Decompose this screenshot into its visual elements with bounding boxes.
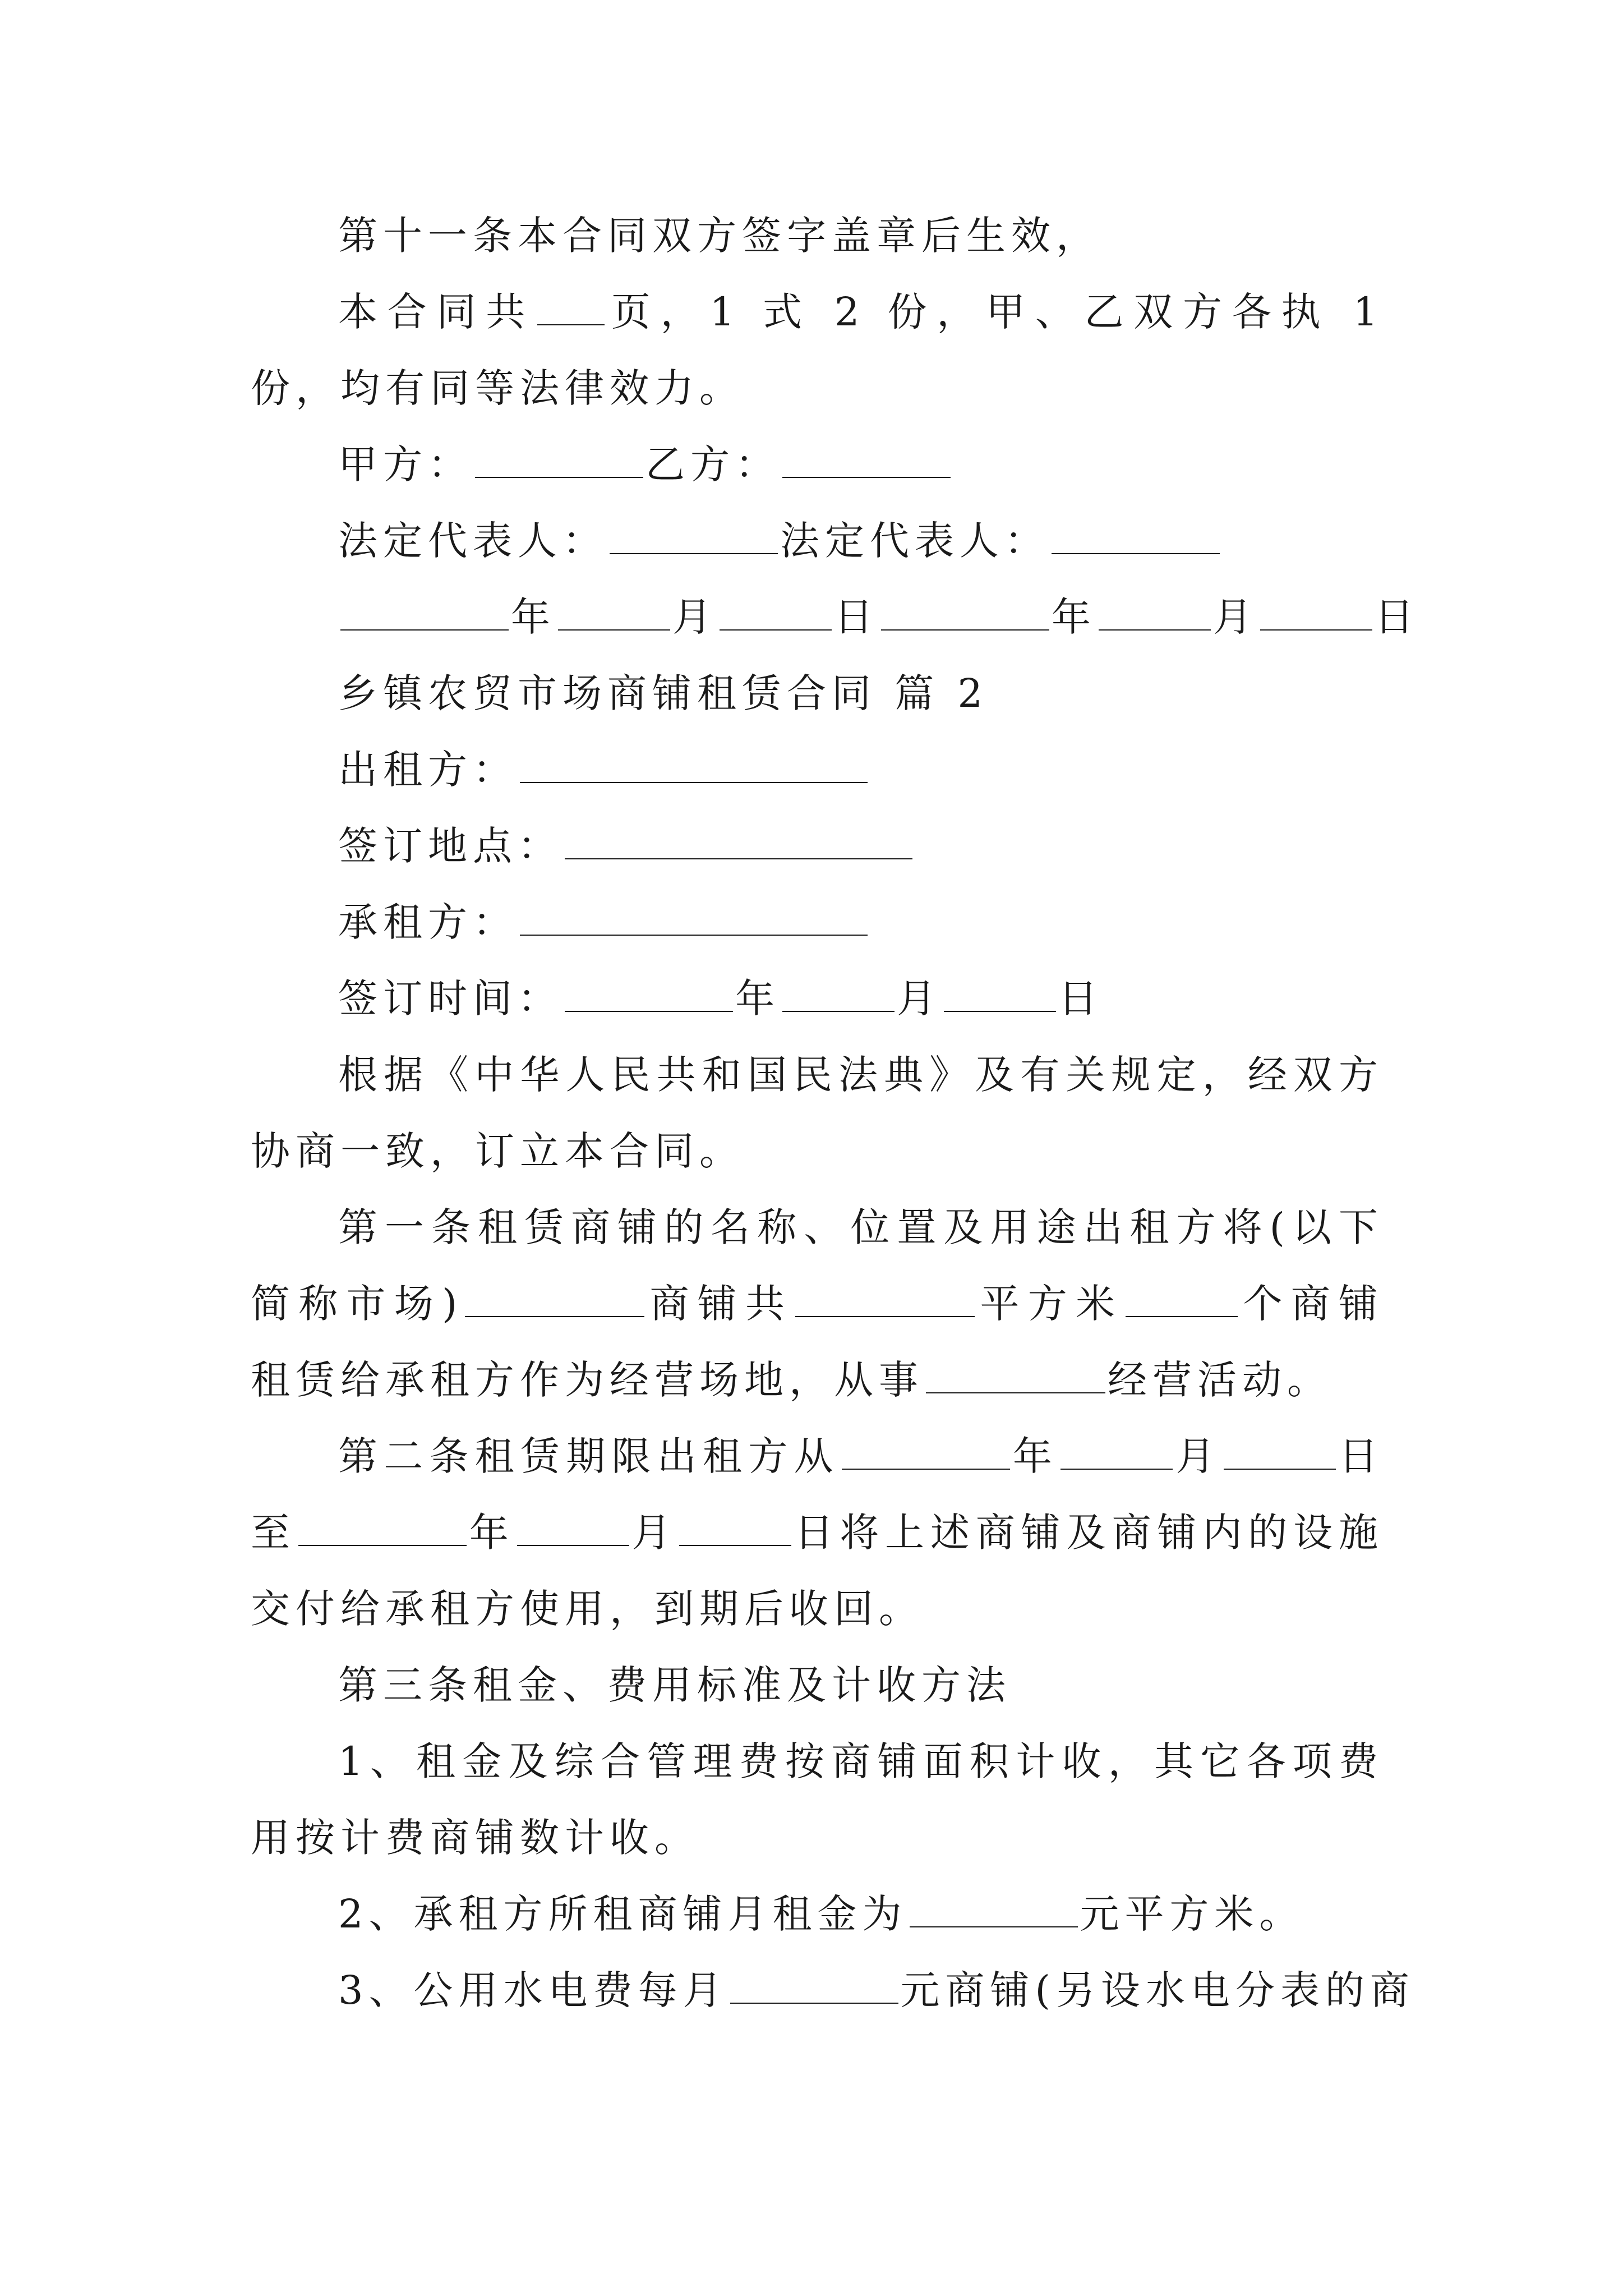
blank-shop-count <box>1126 1315 1238 1317</box>
blank-business <box>926 1392 1105 1393</box>
blank-end-year <box>298 1544 467 1546</box>
blank-year-a <box>340 629 509 631</box>
blank-area <box>795 1315 975 1317</box>
clause-1: 第一条租赁商铺的名称、位置及用途出租方将(以下简称市场) 商铺共 平方米 个商铺租赁给承租方作为经营场地，从事 经营活动。 <box>251 1204 1384 1403</box>
blank-party-b <box>782 476 951 478</box>
blank-day-a <box>720 629 832 631</box>
section-title: 乡镇农贸市场商铺租赁合同 篇 2 <box>338 670 989 716</box>
lessor-line: 出租方： <box>251 731 1384 808</box>
blank-market-name <box>465 1315 644 1317</box>
blank-sign-day <box>944 1010 1056 1012</box>
blank-sign-month <box>782 1010 895 1012</box>
blank-day-b <box>1260 629 1372 631</box>
blank-month-b <box>1099 629 1211 631</box>
blank-year-b <box>881 629 1049 631</box>
sign-place-line: 签订地点： <box>251 808 1384 884</box>
clause-11: 第十一条本合同双方签字盖章后生效， <box>338 213 1101 259</box>
contract-body <box>251 197 1419 2028</box>
sign-time-line: 签订时间： 年 月 日 <box>338 976 1103 1022</box>
blank-sign-year <box>565 1010 733 1012</box>
blank-end-day <box>679 1544 791 1546</box>
signature-dates: 年 月 日 年 月 日 <box>251 579 1384 655</box>
blank-month-a <box>558 629 670 631</box>
clause-3-item-3: 3、公用水电费每月 元商铺(另设水电分表的商 <box>338 1967 1415 2013</box>
blank-end-month <box>517 1544 629 1546</box>
lessee-line: 承租方： <box>251 884 1384 960</box>
preamble: 根据《中华人民共和国民法典》及有关规定，经双方协商一致，订立本合同。 <box>251 1052 1384 1174</box>
blank-start-day <box>1224 1468 1336 1470</box>
blank-rep-a <box>610 553 778 554</box>
signature-parties: 甲方： 乙方： <box>251 426 1384 503</box>
clause-3-title: 第三条租金、费用标准及计收方法 <box>338 1662 1011 1708</box>
blank-utility-fee <box>730 2002 898 2004</box>
clause-3-item-2: 2、承租方所租商铺月租金为 元平方米。 <box>338 1891 1304 1937</box>
blank-rent <box>910 1926 1078 1927</box>
blank-lessor <box>520 781 868 783</box>
clause-2: 第二条租赁期限出租方从 年 月 日至 年 月 日将上述商铺及商铺内的设施交付给承租方使用，到期后收回。 <box>251 1433 1384 1632</box>
blank-start-year <box>842 1468 1010 1470</box>
clause-3-item-1: 1、租金及综合管理费按商铺面积计收，其它各项费用按计费商铺数计收。 <box>251 1738 1384 1861</box>
blank-start-month <box>1061 1468 1173 1470</box>
blank-lessee <box>520 934 868 936</box>
blank-party-a <box>475 476 643 478</box>
copies-clause: 本合同共 页，1 式 2 份，甲、乙双方各执 1 份，均有同等法律效力。 <box>251 289 1384 411</box>
signature-reps: 法定代表人： 法定代表人： <box>251 503 1384 579</box>
blank-sign-place <box>565 858 912 859</box>
blank-rep-b <box>1052 553 1220 554</box>
blank-pages <box>537 324 605 325</box>
